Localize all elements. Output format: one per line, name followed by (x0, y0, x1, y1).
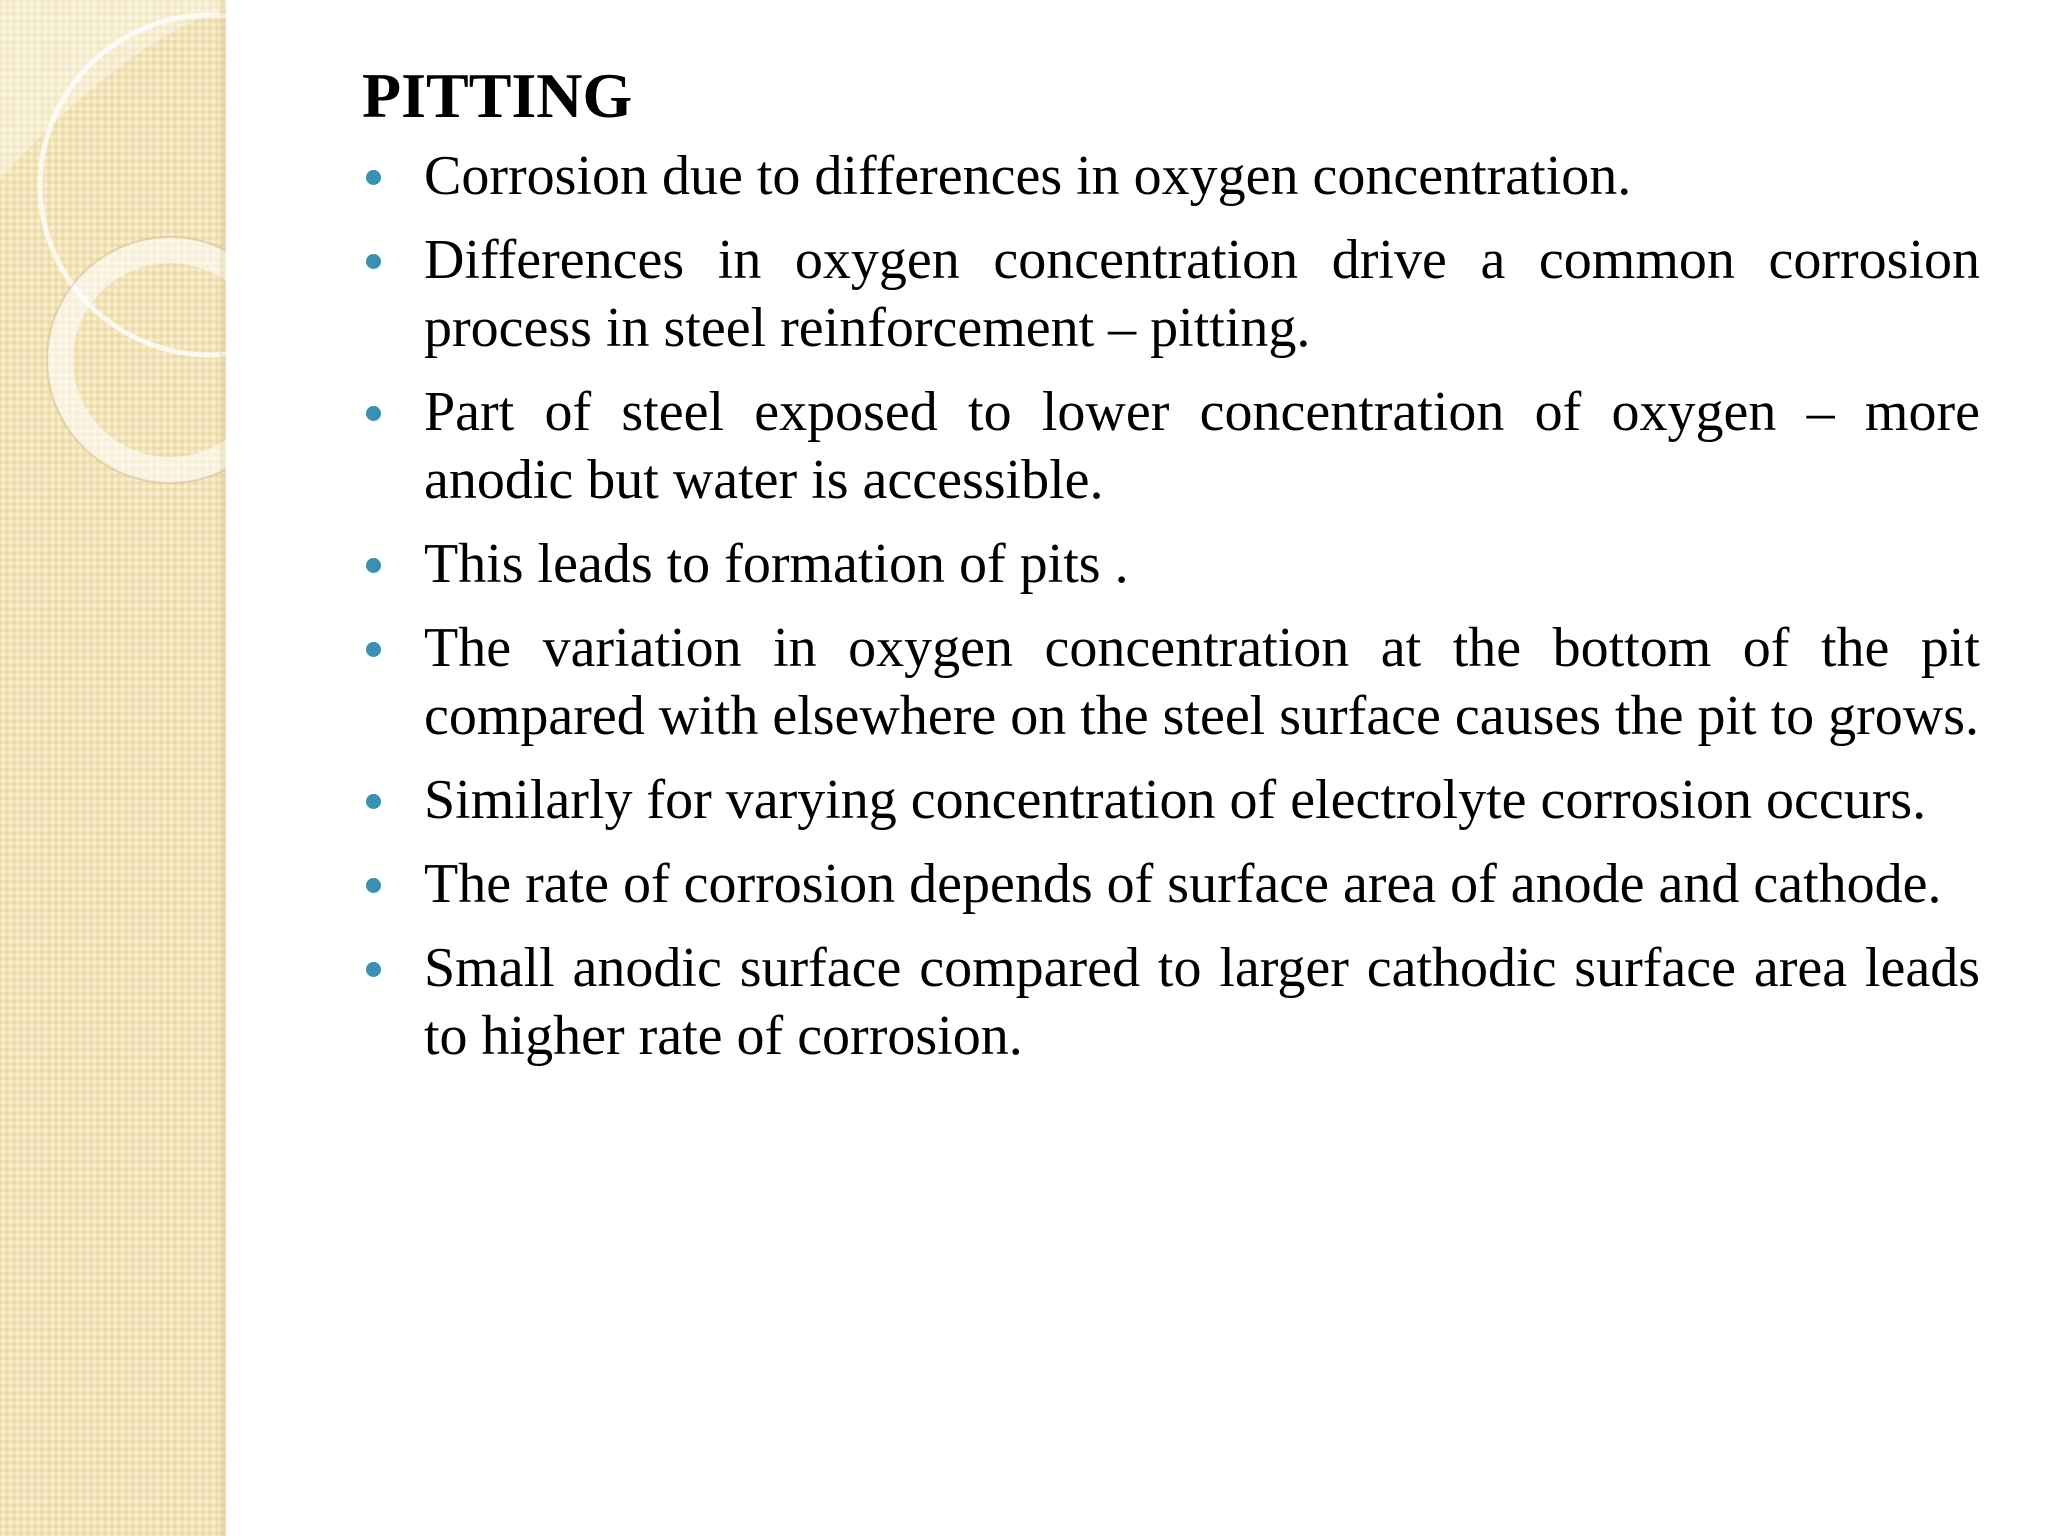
bullet-dot-icon (366, 558, 381, 573)
slide-content (362, 56, 1980, 1086)
bullet-text: Corrosion due to differences in oxygen concentration. (424, 145, 1632, 207)
bullet-text: Differences in oxygen concentration drive a common corrosion process in steel reinforcement – pitting. (424, 229, 1980, 359)
slide-title: PITTING (362, 60, 633, 131)
bullet-dot-icon (366, 254, 381, 269)
bullet-text: Similarly for varying concentration of electrolyte corrosion occurs. (424, 769, 1927, 831)
bullet-dot-icon (366, 878, 381, 893)
bullet-item (362, 766, 1980, 834)
bullet-dot-icon (366, 794, 381, 809)
bullet-dot-icon (366, 642, 381, 657)
bullet-item (362, 142, 1980, 210)
bullet-item (362, 378, 1980, 514)
bullet-text: Small anodic surface compared to larger cathodic surface area leads to higher rate of corrosion. (424, 937, 1980, 1067)
bullet-text: Part of steel exposed to lower concentration of oxygen – more anodic but water is accessible. (424, 381, 1980, 511)
decorative-sidebar (0, 0, 226, 1536)
bullet-dot-icon (366, 962, 381, 977)
bullet-item (362, 530, 1980, 598)
sidebar-edge (220, 0, 226, 1536)
decorative-rings (0, 0, 226, 520)
bullet-text: The rate of corrosion depends of surface area of anode and cathode. (424, 853, 1942, 915)
bullet-text: The variation in oxygen concentration at the bottom of the pit compared with elsewhere on the steel surface causes the pit to grows. (424, 617, 1980, 747)
bullet-dot-icon (366, 406, 381, 421)
bullet-dot-icon (366, 170, 381, 185)
bullet-item (362, 226, 1980, 362)
bullet-list (362, 142, 1980, 1070)
bullet-item (362, 934, 1980, 1070)
bullet-text: This leads to formation of pits . (424, 533, 1129, 595)
bullet-item (362, 614, 1980, 750)
bullet-item (362, 850, 1980, 918)
